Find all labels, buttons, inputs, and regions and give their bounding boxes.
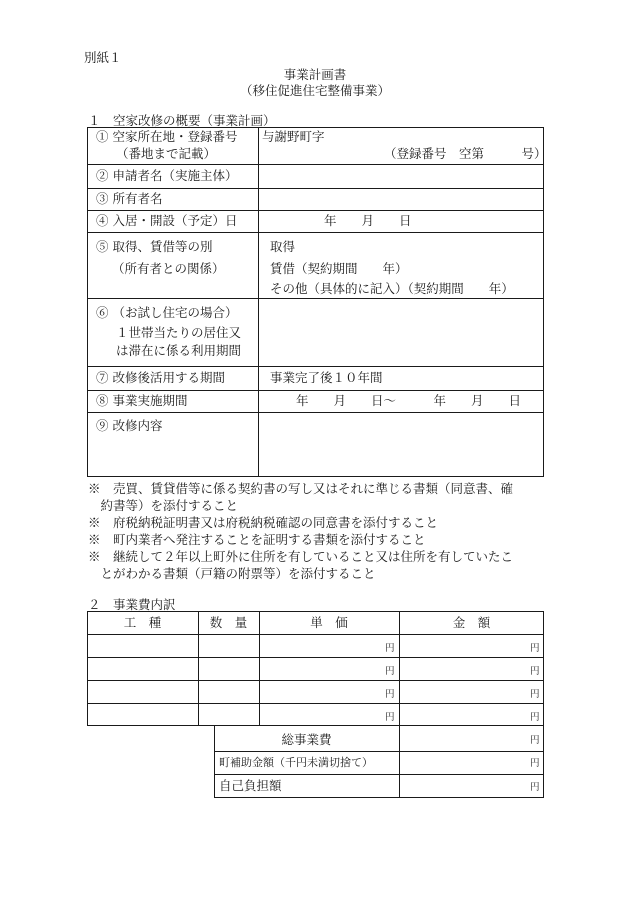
unit-price-yen: 円 — [385, 689, 395, 700]
unit-price-yen: 円 — [385, 666, 395, 677]
registration-number-field[interactable]: （登録番号 空第 号） — [384, 146, 547, 161]
row3-label: ③ 所有者名 — [96, 191, 163, 206]
row4-label: ④ 入居・開設（予定）日 — [96, 213, 238, 228]
total-cost-label: 総事業費 — [281, 732, 332, 747]
row5-label-line2: （所有者との関係） — [112, 261, 225, 276]
amount-yen: 円 — [530, 689, 540, 700]
plan-table-column-divider — [258, 127, 259, 477]
total-cost-yen: 円 — [530, 735, 540, 746]
header-work-type: 工 種 — [123, 615, 162, 630]
owner-name-field[interactable] — [262, 191, 540, 207]
row6-label-line3: は滞在に係る利用期間 — [116, 343, 242, 358]
row7-label: ⑦ 改修後活用する期間 — [96, 370, 225, 385]
row9-label: ⑨ 改修内容 — [96, 418, 163, 433]
attachment-label: 別紙１ — [84, 50, 122, 65]
move-in-date-field[interactable]: 年 月 日 — [324, 213, 412, 228]
amount-yen: 円 — [530, 712, 540, 723]
implementation-period-field[interactable]: 年 月 日～ 年 月 日 — [296, 393, 522, 408]
row1-label-line1: ① 空家所在地・登録番号 — [96, 129, 238, 144]
page-subtitle: （移住促進住宅整備事業） — [239, 83, 390, 98]
note-line: とがわかる書類（戸籍の附票等）を添付すること — [88, 566, 376, 581]
note-line: ※ 府税納税証明書又は府税納税確認の同意書を添付すること — [88, 515, 439, 530]
row5-label-line1: ⑤ 取得、賃借等の別 — [96, 239, 213, 254]
option-acquisition[interactable]: 取得 — [270, 239, 296, 254]
row1-label-line2: （番地まで記載） — [116, 146, 217, 161]
subsidy-yen: 円 — [530, 758, 540, 769]
note-line: ※ 継続して２年以上町外に住所を有していること又は住所を有していたこ — [88, 549, 514, 564]
row6-label-line2: １世帯当たりの居住又 — [116, 325, 242, 340]
amount-yen: 円 — [530, 666, 540, 677]
section2-heading: ２ 事業費内訳 — [88, 597, 176, 612]
page-title: 事業計画書 — [283, 67, 347, 82]
self-burden-label: 自己負担額 — [219, 778, 282, 793]
unit-price-yen: 円 — [385, 643, 395, 654]
trial-period-field[interactable] — [262, 302, 540, 362]
row6-label-line1: ⑥ （お試し住宅の場合） — [96, 305, 238, 320]
header-amount: 金 額 — [452, 615, 491, 630]
utilization-period-value: 事業完了後１０年間 — [270, 370, 383, 385]
renovation-content-field[interactable] — [262, 416, 540, 472]
row2-label: ② 申請者名（実施主体） — [96, 168, 238, 183]
header-unit-price: 単 価 — [310, 615, 348, 630]
header-quantity: 数 量 — [209, 615, 248, 630]
note-line: ※ 町内業者へ発注することを証明する書類を添付すること — [88, 532, 426, 547]
unit-price-yen: 円 — [385, 712, 395, 723]
option-other[interactable]: その他（具体的に記入）（契約期間 年） — [270, 281, 514, 296]
note-line: 約書等）を添付すること — [88, 498, 239, 513]
amount-yen: 円 — [530, 643, 540, 654]
subsidy-label: 町補助金額（千円未満切捨て） — [219, 756, 373, 769]
applicant-name-field[interactable] — [262, 168, 540, 184]
row8-label: ⑧ 事業実施期間 — [96, 393, 188, 408]
option-lease[interactable]: 賃借（契約期間 年） — [270, 261, 408, 276]
self-burden-yen: 円 — [530, 782, 540, 793]
section1-heading: １ 空家改修の概要（事業計画） — [88, 113, 276, 128]
note-line: ※ 売買、賃貸借等に係る契約書の写し又はそれに準じる書類（同意書、確 — [88, 481, 514, 496]
address-field[interactable]: 与謝野町字 — [262, 129, 325, 144]
